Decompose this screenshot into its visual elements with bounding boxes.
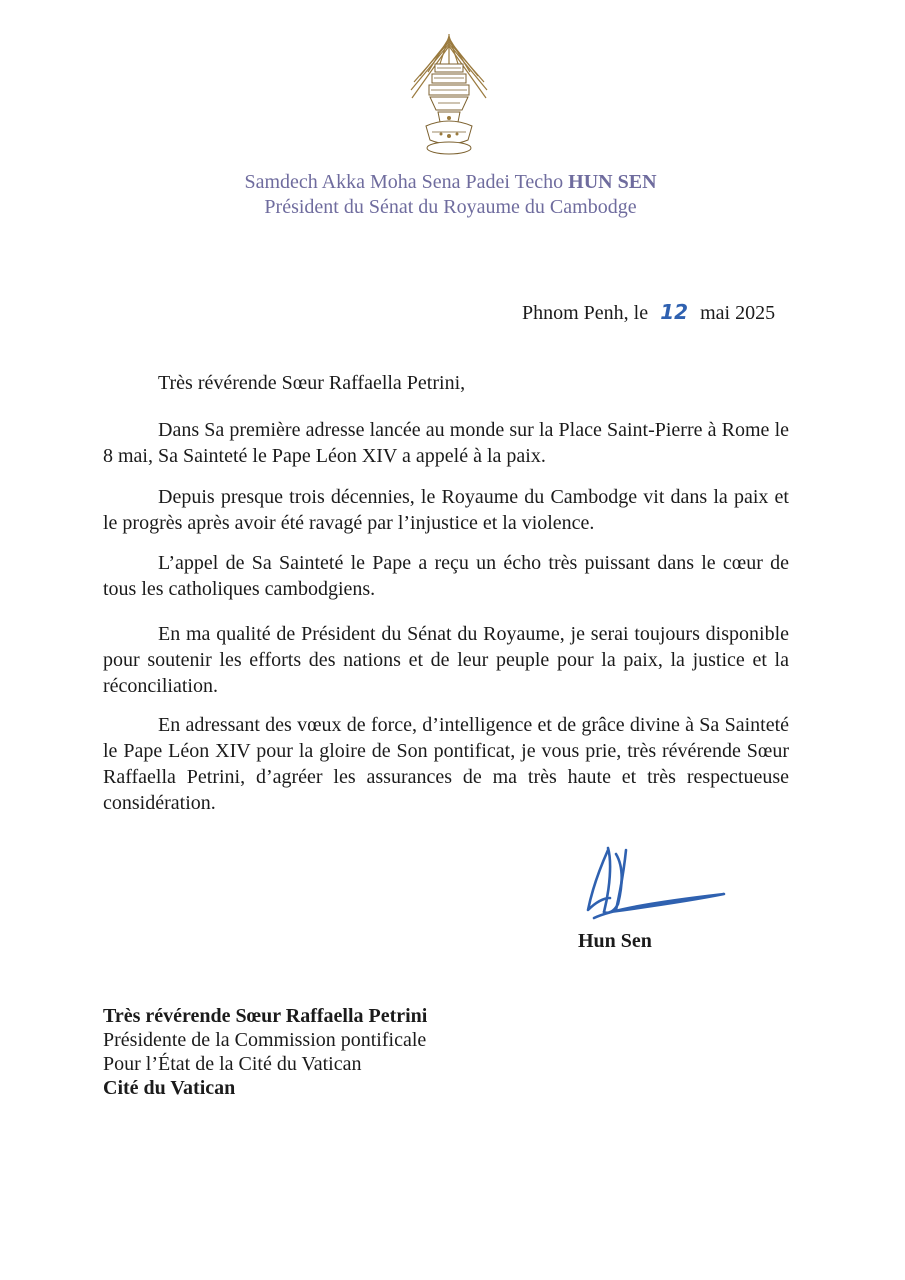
letter-date bbox=[522, 300, 775, 325]
recipient-line-1: Présidente de la Commission pontificale bbox=[103, 1029, 427, 1051]
date-place-prefix: Phnom Penh, le bbox=[522, 302, 649, 324]
body-paragraph: Dans Sa première adresse lancée au monde sur la Place Saint-Pierre à Rome le 8 mai, Sa Sainteté le Pape Léon XIV a appelé à la paix. bbox=[103, 419, 789, 467]
letterhead-name-prefix: Samdech Akka Moha Sena Padei Techo bbox=[244, 171, 564, 193]
recipient-line-2: Pour l’État de la Cité du Vatican bbox=[103, 1053, 362, 1075]
letterhead-name bbox=[0, 170, 903, 195]
body-paragraph: L’appel de Sa Sainteté le Pape a reçu un écho très puissant dans le cœur de tous les catholiques cambodgiens. bbox=[103, 552, 789, 600]
recipient-block bbox=[103, 1004, 427, 1100]
date-month-year: mai 2025 bbox=[700, 302, 776, 324]
letterhead-name-surname: HUN SEN bbox=[568, 171, 657, 193]
letterhead-title: Président du Sénat du Royaume du Cambodge bbox=[264, 196, 637, 218]
date-handwritten-day: 12 bbox=[660, 300, 689, 324]
recipient-location: Cité du Vatican bbox=[103, 1077, 236, 1099]
salutation: Très révérende Sœur Raffaella Petrini, bbox=[158, 372, 466, 394]
body-paragraph: En adressant des vœux de force, d’intelligence et de grâce divine à Sa Sainteté le Pape Léon XIV pour la gloire de Son pontificat, je vous prie, très révérende Sœur Raffaella Petrini, d’agréer les assurances de ma très haute et très respectueuse considération. bbox=[103, 714, 789, 814]
handwritten-signature bbox=[574, 840, 734, 926]
recipient-name: Très révérende Sœur Raffaella Petrini bbox=[103, 1005, 428, 1027]
body-paragraph: En ma qualité de Président du Sénat du Royaume, je serai toujours disponible pour soutenir les efforts des nations et de leur peuple pour la paix, la justice et la réconciliation. bbox=[103, 623, 789, 697]
signer-name: Hun Sen bbox=[578, 930, 652, 952]
body-paragraph: Depuis presque trois décennies, le Royaume du Cambodge vit dans la paix et le progrès après avoir été ravagé par l’injustice et la violence. bbox=[103, 486, 789, 534]
royal-emblem-icon bbox=[408, 30, 490, 158]
